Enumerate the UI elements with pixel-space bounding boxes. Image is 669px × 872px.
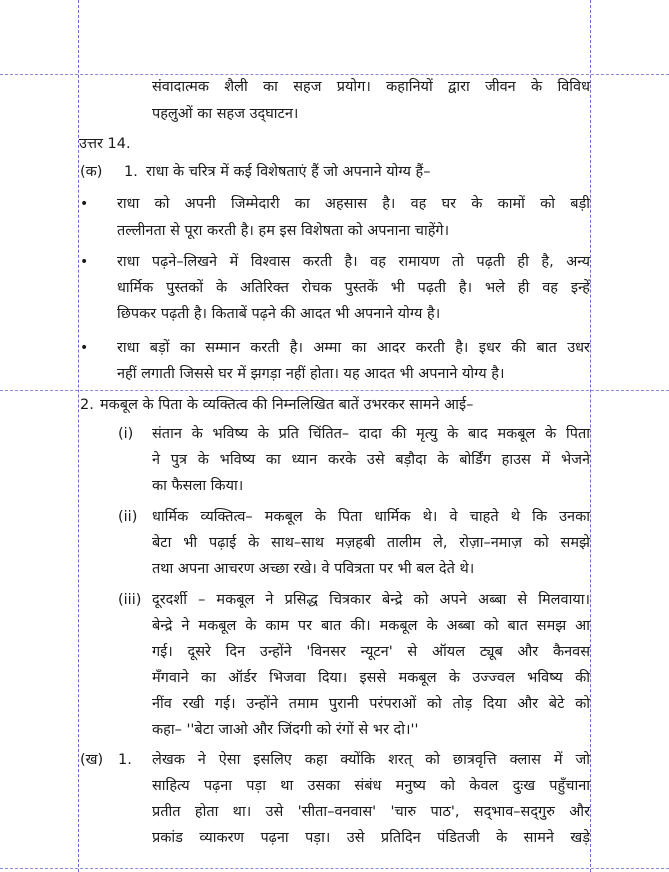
question-intro: मकबूल के पिता के व्यक्तित्व की निम्नलिखित बातें उभरकर सामने आई– <box>100 397 474 413</box>
text-line: प्रतीत होता था। उसे 'सीता–वनवास' 'चारु पाठ', सद्‌भाव–सद्‌गुरु और <box>152 804 590 820</box>
text-line: कहा– ''बेटा जाओ और जिंदगी को रंगों से भर दो।'' <box>152 722 419 738</box>
margin-guide-left <box>78 0 79 872</box>
item-number: 1. <box>118 752 132 768</box>
text-line: संवादात्मक शैली का सहज प्रयोग। कहानियों द्वारा जीवन के विविध <box>152 79 590 95</box>
part-label: (ख) <box>80 752 104 768</box>
text-line: साहित्य पढ़ना पड़ा था उसका संबंध मनुष्य को केवल दुःख पहुँचाना <box>152 778 590 794</box>
text-line: धार्मिक पुस्तकों के अतिरिक्त रोचक पुस्तकें भी पढ़ती है। भले ही वह इन्हें <box>117 280 590 296</box>
sub-item-label: (i) <box>118 426 134 442</box>
text-line: तल्लीनता से पूरा करती है। हम इस विशेषता को अपनाना चाहेंगे। <box>117 223 450 239</box>
text-line: पहलुओं का सहज उद्‌घाटन। <box>152 106 299 122</box>
text-line: राधा बड़ों का सम्मान करती है। अम्मा का आदर करती है। इधर की बात उधर <box>117 340 590 356</box>
text-line: दूरदर्शी – मकबूल ने प्रसिद्ध चित्रकार बेन्द्रे को अपने अब्बा से मिलवाया। <box>152 592 590 608</box>
text-line: धार्मिक व्यक्तित्व– मकबूल के पिता धार्मिक थे। वे चाहते थे कि उनका <box>152 509 590 525</box>
bullet-icon: • <box>80 196 89 212</box>
text-line: नहीं लगाती जिससे घर में झगड़ा नहीं होता। यह आदत भी अपनाने योग्य है। <box>117 366 505 382</box>
item-number: 2. <box>80 397 94 413</box>
text-line: प्रकांड व्याकरण पढ़ना पड़ा। उसे प्रतिदिन पंडितजी के सामने खड़े <box>152 830 590 846</box>
part-intro: राधा के चरित्र में कई विशेषताएं हैं जो अपनाने योग्य हैं– <box>146 164 431 180</box>
sub-item-label: (iii) <box>118 592 142 608</box>
guide-top <box>0 74 669 75</box>
guide-middle <box>0 390 669 391</box>
text-line: बेन्द्रे ने मकबूल के काम पर बात की। मकबूल के अब्बा को बात समझ आ <box>152 618 590 634</box>
answer-heading: उत्तर 14. <box>79 136 131 152</box>
text-line: बेटा भी पढ़ाई के साथ–साथ मज़हबी तालीम ले, रोज़ा–नमाज़ को समझे <box>152 535 590 551</box>
bullet-icon: • <box>80 254 89 270</box>
part-label: (क) <box>80 164 103 180</box>
margin-guide-right <box>590 0 591 872</box>
text-line: तथा अपना आचरण अच्छा रखे। वे पवित्रता पर भी बल देते थे। <box>152 561 475 577</box>
text-line: छिपकर पढ़ती है। किताबें पढ़ने की आदत भी अपनाने योग्य है। <box>117 306 441 322</box>
text-line: संतान के भविष्य के प्रति चिंतित– दादा की मृत्यु के बाद मकबूल के पिता <box>152 426 590 442</box>
guide-bottom <box>0 868 669 869</box>
text-line: लेखक ने ऐसा इसलिए कहा क्योंकि शरत् को छात्रवृत्ति क्लास में जो <box>152 752 590 768</box>
text-line: का फैसला किया। <box>152 478 244 494</box>
item-number: 1. <box>124 164 138 180</box>
sub-item-label: (ii) <box>118 509 138 525</box>
text-line: नींव रखी गई। उन्होंने तमाम पुरानी परंपराओं को तोड़ दिया और बेटे को <box>152 696 590 712</box>
text-line: राधा पढ़ने–लिखने में विश्वास करती है। वह रामायण तो पढ़ती ही है, अन्य <box>117 254 590 270</box>
text-line: मँगवाने का ऑर्डर भिजवा दिया। इससे मकबूल के उज्ज्वल भविष्य की <box>152 670 590 686</box>
text-line: गई। दूसरे दिन उन्होंने 'विनसर न्यूटन' से ऑयल ट्यूब और कैनवस <box>152 644 590 660</box>
text-line: राधा को अपनी जिम्मेदारी का अहसास है। वह घर के कामों को बड़ी <box>117 196 590 212</box>
bullet-icon: • <box>80 340 89 356</box>
text-line: ने पुत्र के भविष्य का ध्यान करके उसे बड़ौदा के बोर्डिंग हाउस में भेजने <box>152 452 590 468</box>
